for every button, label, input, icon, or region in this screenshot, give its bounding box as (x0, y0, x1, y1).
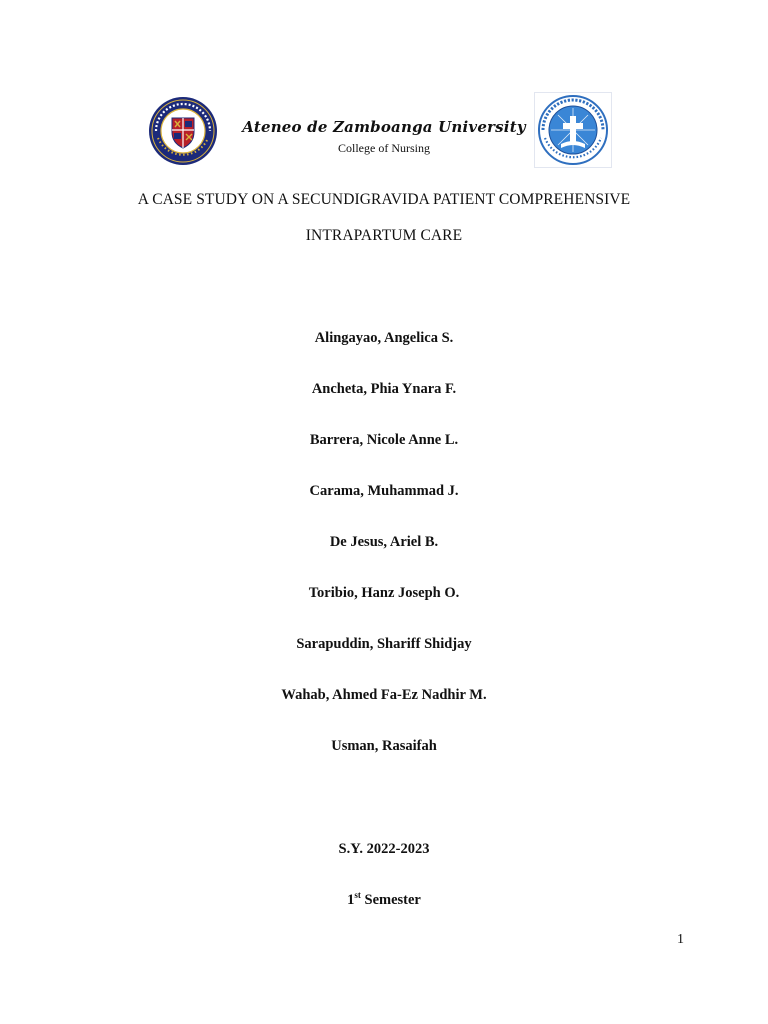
university-name: Ateneo de Zamboanga University (242, 118, 526, 136)
author-name: Alingayao, Angelica S. (314, 330, 454, 346)
author-name: Carama, Muhammad J. (309, 483, 459, 499)
author-name: Barrera, Nicole Anne L. (309, 432, 459, 448)
author-name: Toribio, Hanz Joseph O. (308, 585, 460, 601)
semester (0, 892, 768, 909)
page-number: 1 (677, 932, 684, 947)
college-of-nursing-seal-icon (534, 92, 612, 168)
semester-number: 1 (347, 892, 355, 908)
author-name: Usman, Rasaifah (331, 738, 437, 754)
author-name: Wahab, Ahmed Fa-Ez Nadhir M. (281, 687, 487, 703)
author-name: De Jesus, Ariel B. (329, 534, 439, 550)
author-list (0, 329, 768, 788)
author-name: Sarapuddin, Shariff Shidjay (296, 636, 472, 652)
school-year: S.Y. 2022-2023 (338, 841, 430, 857)
author-name: Ancheta, Phia Ynara F. (311, 381, 457, 397)
case-study-title-line-1: A CASE STUDY ON A SECUNDIGRAVIDA PATIENT COMPREHENSIVE (137, 191, 631, 208)
case-study-title-line-2: INTRAPARTUM CARE (305, 227, 463, 244)
semester-label: Semester (360, 892, 421, 908)
college-name: College of Nursing (338, 141, 430, 155)
semester-ordinal-suffix: st (354, 890, 361, 900)
document-header (0, 90, 768, 170)
